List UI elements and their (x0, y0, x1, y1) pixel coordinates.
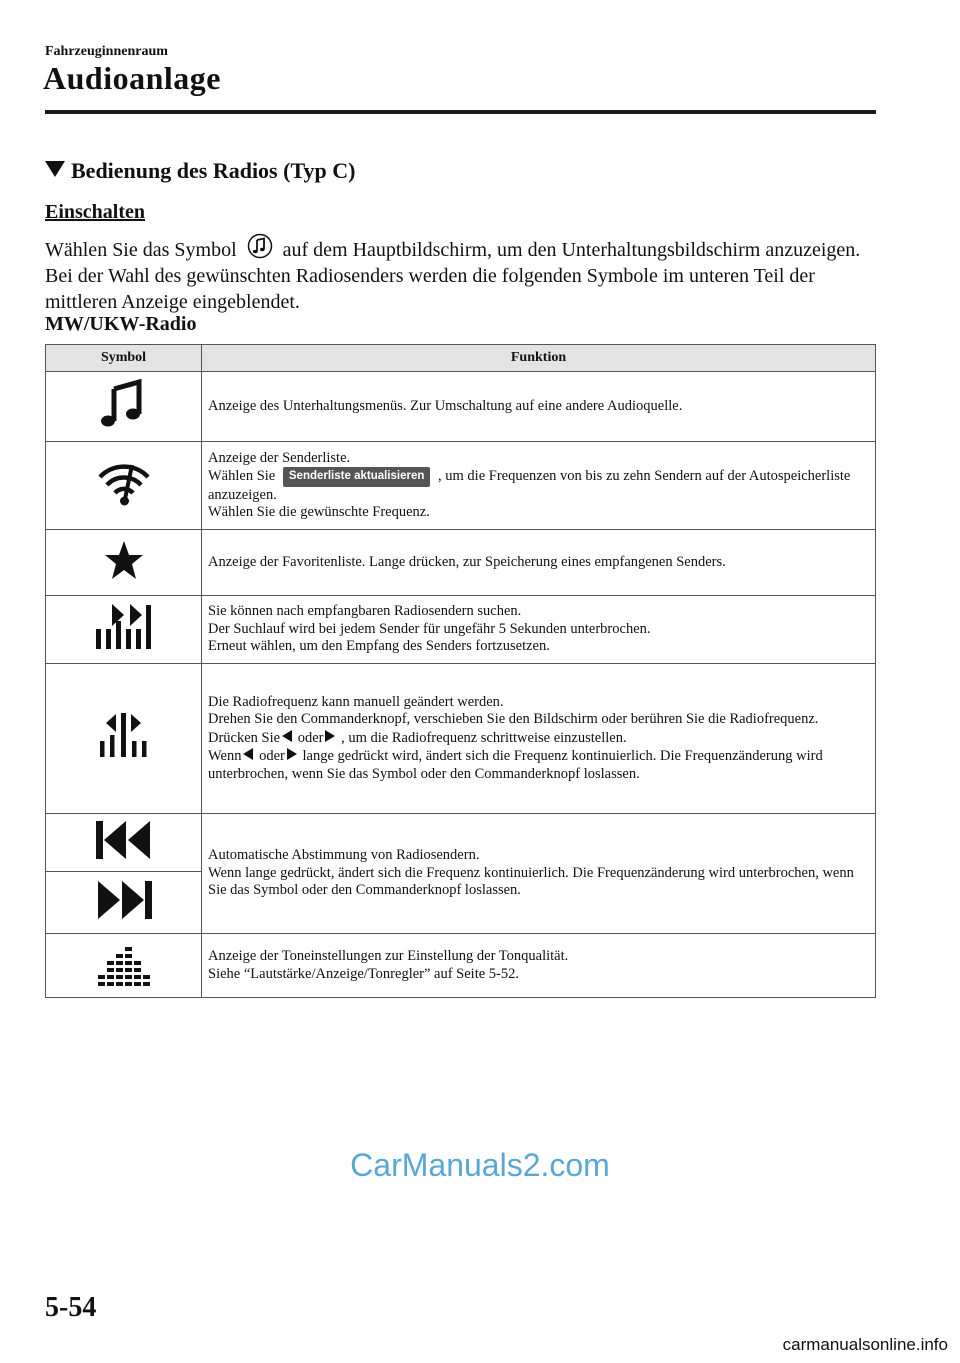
function-text: Siehe “Lautstärke/Anzeige/Tonregler” auf Seite 5-52. (208, 965, 520, 982)
symbol-cell (46, 530, 202, 596)
symbol-cell (46, 596, 202, 664)
function-text: Automatische Abstimmung von Radiosendern. (208, 847, 480, 864)
equalizer-bar (125, 982, 132, 986)
seek-forward-icon (92, 878, 156, 922)
function-text: Anzeige der Favoritenliste. Lange drücken, zur Speicherung eines empfangenen Senders. (208, 553, 726, 570)
scan-icon (92, 601, 156, 653)
text-fragment: Drücken Sie (208, 729, 281, 746)
symbol-cell (46, 814, 202, 872)
function-cell (202, 934, 876, 998)
equalizer-bar (116, 961, 123, 965)
symbol-cell (46, 872, 202, 934)
equalizer-bar (125, 961, 132, 965)
function-text: Drehen Sie den Commanderknopf, verschieben Sie den Bildschirm oder berühren Sie die Radiofrequenz. (208, 711, 819, 728)
symbol-cell (46, 372, 202, 442)
table-row (46, 530, 876, 596)
equalizer-bar (134, 975, 141, 979)
function-text: Anzeige des Unterhaltungsmenüs. Zur Umschaltung auf eine andere Audioquelle. (208, 397, 683, 414)
intro-paragraph (45, 233, 875, 315)
equalizer-bar (134, 968, 141, 972)
function-cell (202, 814, 876, 934)
equalizer-bar (134, 982, 141, 986)
equalizer-bar (107, 982, 114, 986)
header-symbol: Symbol (46, 345, 202, 372)
seek-back-icon (92, 818, 156, 862)
text-fragment: , um die Radiofrequenz schrittweise einzustellen. (337, 729, 627, 746)
section-heading (45, 158, 355, 184)
intro-text-after: auf dem Hauptbildschirm, um den Unterhaltungsbildschirm anzuzeigen. Bei der Wahl des gewünschten Radiosenders werden die folgenden Symbole im unteren Teil der mittleren Anzeige eingeblendet. (45, 239, 861, 313)
arrow-right-icon (323, 729, 337, 743)
table-row (46, 372, 876, 442)
function-text: Erneut wählen, um den Empfang des Senders fortzusetzen. (208, 638, 550, 655)
equalizer-bar (116, 975, 123, 979)
symbol-table (45, 344, 876, 998)
title-rule (45, 110, 876, 114)
text-fragment: Wenn (208, 748, 242, 765)
function-text: Anzeige der Toneinstellungen zur Einstellung der Tonqualität. (208, 948, 569, 964)
table-header-row (46, 345, 876, 372)
function-text: Wählen Sie die gewünschte Frequenz. (208, 504, 430, 520)
function-text (208, 747, 869, 783)
table-row (46, 596, 876, 664)
equalizer-bar (125, 975, 132, 979)
station-list-icon (94, 455, 154, 511)
function-cell (202, 442, 876, 530)
function-text: Wenn lange gedrückt, ändert sich die Frequenz kontinuierlich. Die Frequenzänderung wird unterbrochen, wenn Sie das Symbol oder den Commanderknopf loslassen. (208, 864, 854, 899)
breadcrumb: Fahrzeuginnenraum (45, 44, 168, 59)
function-text (208, 729, 869, 748)
equalizer-bar (125, 968, 132, 972)
music-note-icon (94, 376, 154, 432)
arrow-left-icon (280, 729, 294, 743)
symbol-cell (46, 442, 202, 530)
equalizer-bar (125, 947, 132, 951)
equalizer-bar (116, 982, 123, 986)
equalizer-bar (116, 954, 123, 958)
senderliste-aktualisieren-button: Senderliste aktualisieren (283, 467, 431, 487)
triangle-bullet-icon (45, 161, 65, 177)
page-number: 5-54 (45, 1292, 97, 1323)
intro-text-before: Wählen Sie das Symbol (45, 239, 242, 261)
equalizer-bar (134, 961, 141, 965)
manual-tune-icon (94, 711, 154, 761)
equalizer-bar (107, 975, 114, 979)
equalizer-bar (98, 982, 105, 986)
function-cell (202, 530, 876, 596)
arrow-right-icon (285, 747, 299, 761)
equalizer-bar (107, 968, 114, 972)
table-row (46, 814, 876, 872)
page-title: Audioanlage (43, 60, 221, 96)
function-cell (202, 372, 876, 442)
symbol-cell (46, 664, 202, 814)
text-fragment: oder (255, 748, 285, 765)
footer-site: carmanualsonline.info (782, 1335, 948, 1354)
section-title: Bedienung des Radios (Typ C) (71, 158, 356, 183)
equalizer-bar (116, 968, 123, 972)
function-text: Sie können nach empfangbaren Radiosendern suchen. (208, 603, 522, 620)
function-text (208, 467, 869, 504)
symbol-cell (46, 934, 202, 998)
table-row (46, 934, 876, 998)
watermark: CarManuals2.com (350, 1147, 610, 1183)
arrow-left-icon (241, 747, 255, 761)
music-note-icon (242, 233, 278, 259)
table-row (46, 664, 876, 814)
function-cell (202, 664, 876, 814)
equalizer-icon (94, 938, 154, 988)
text-fragment: oder (294, 729, 324, 746)
function-cell (202, 596, 876, 664)
text-fragment: lange gedrückt wird, ändert sich die Frequenz kontinuierlich. Die Frequenzänderung wird unterbrochen, wenn Sie das Symbol oder den Commanderknopf loslassen. (208, 748, 823, 782)
text-fragment: Wählen Sie (208, 468, 279, 484)
subheading-einschalten: Einschalten (45, 201, 146, 223)
equalizer-bar (125, 954, 132, 958)
equalizer-bar (107, 961, 114, 965)
star-icon (102, 538, 146, 582)
table-row (46, 442, 876, 530)
radio-heading: MW/UKW-Radio (45, 313, 197, 335)
function-text: Die Radiofrequenz kann manuell geändert werden. (208, 693, 504, 710)
function-text: Der Suchlauf wird bei jedem Sender für ungefähr 5 Sekunden unterbrochen. (208, 620, 651, 637)
text-fragment: , um die Frequenzen von bis zu zehn Sendern auf der Autospeicherliste anzuzeigen. (208, 468, 851, 503)
equalizer-bar (98, 975, 105, 979)
header-function: Funktion (202, 345, 876, 372)
equalizer-bar (143, 982, 150, 986)
equalizer-bar (143, 975, 150, 979)
function-text: Anzeige der Senderliste. (208, 449, 351, 466)
